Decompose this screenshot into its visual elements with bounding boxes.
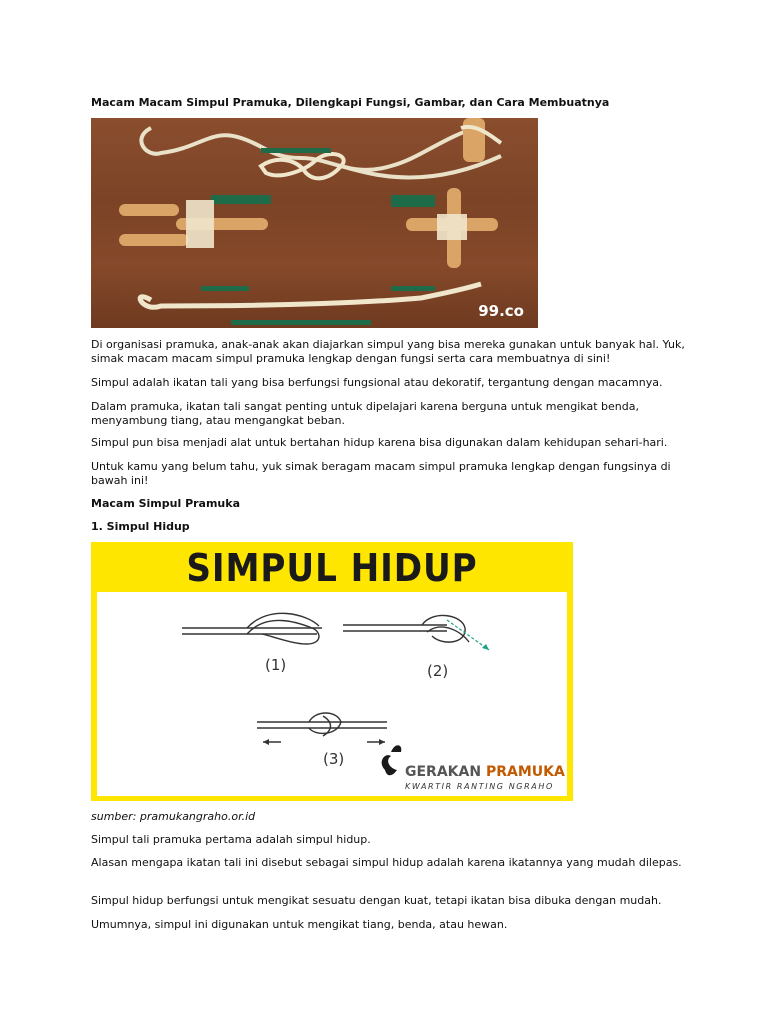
paragraph-2: Dalam pramuka, ikatan tali sangat penting untuk dipelajari karena berguna untuk mengikat benda, menyambung tiang, atau mengangkat beban. [91,400,639,427]
paragraph-4: Untuk kamu yang belum tahu, yuk simak beragam macam simpul pramuka lengkap dengan fungsinya di bawah ini! [91,460,671,487]
document-title: Macam Macam Simpul Pramuka, Dilengkapi Fungsi, Gambar, dan Cara Membuatnya [91,96,610,109]
paragraph-7: Simpul hidup berfungsi untuk mengikat sesuatu dengan kuat, tetapi ikatan bisa dibuka dengan mudah. [91,894,662,907]
knot-board-illustration [91,118,538,328]
diagram-heading: SIMPUL HIDUP [186,546,478,590]
intro-paragraph: Di organisasi pramuka, anak-anak akan diajarkan simpul yang bisa mereka gunakan untuk banyak hal. Yuk, simak macam macam simpul pramuka lengkap dengan fungsi serta cara membuatnya di sini! [91,338,685,365]
brand-word-1: GERAKAN [405,764,482,780]
paragraph-1: Simpul adalah ikatan tali yang bisa berfungsi fungsional atau dekoratif, tergantung dengan macamnya. [91,376,663,389]
step-2-label: (2) [427,662,449,680]
paragraph-5: Simpul tali pramuka pertama adalah simpul hidup. [91,833,371,846]
knot-board-photo [91,118,538,328]
image-source: sumber: pramukangraho.or.id [91,810,256,823]
paragraph-6: Alasan mengapa ikatan tali ini disebut sebagai simpul hidup adalah karena ikatannya yang mudah dilepas. [91,856,682,869]
brand-subtitle: KWARTIR RANTING NGRAHO [405,782,554,791]
step-1-label: (1) [265,656,287,674]
simpul-hidup-diagram [91,542,573,801]
paragraph-3: Simpul pun bisa menjadi alat untuk bertahan hidup karena bisa digunakan dalam kehidupan sehari-hari. [91,436,668,449]
paragraph-8: Umumnya, simpul ini digunakan untuk mengikat tiang, benda, atau hewan. [91,918,508,931]
brand-name [405,764,565,780]
section-heading: Macam Simpul Pramuka [91,497,241,510]
step-3-label: (3) [323,750,345,768]
watermark-text: 99.co [478,302,524,320]
subheading: 1. Simpul Hidup [91,520,190,533]
brand-word-2: PRAMUKA [485,764,565,780]
